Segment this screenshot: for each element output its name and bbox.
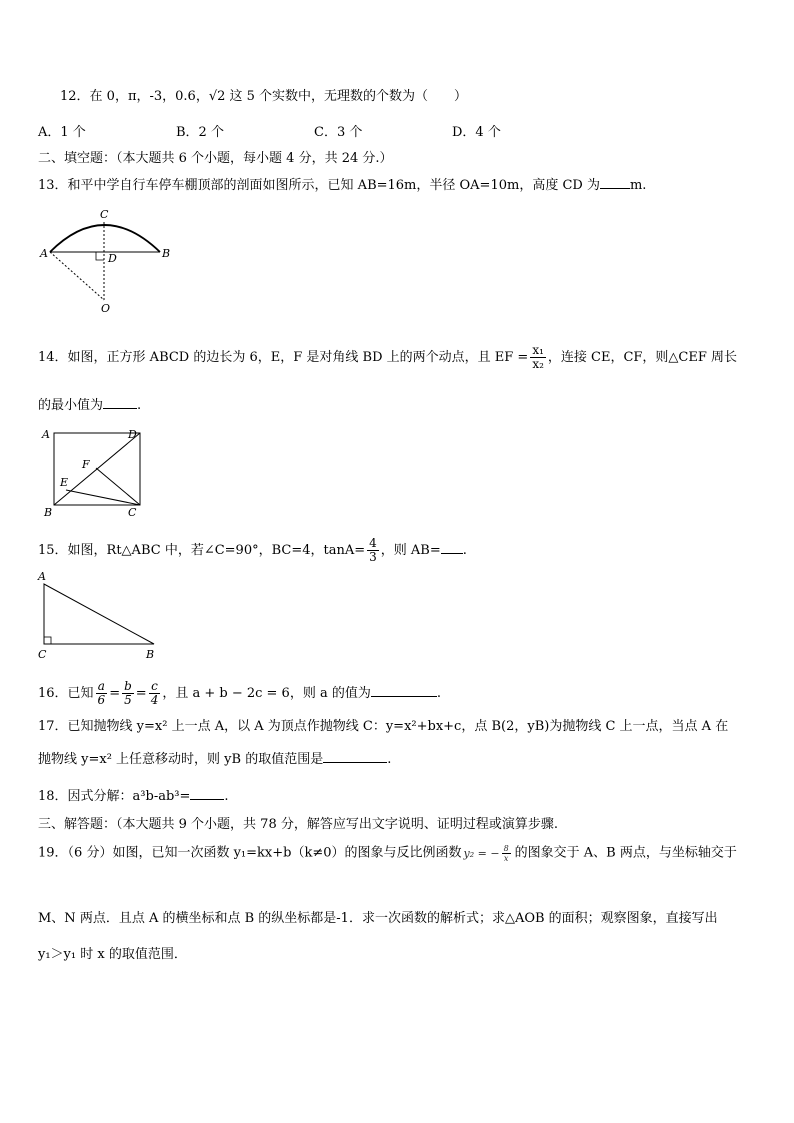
- q17-text: 抛物线 y=x² 上任意移动时，则 yB 的取值范围是: [38, 752, 324, 767]
- q18-answer-blank[interactable]: [190, 787, 224, 800]
- label-b: B: [146, 648, 155, 661]
- q14-stem-2: [38, 396, 141, 415]
- q15-text-b: ，则 AB=: [380, 543, 441, 558]
- q16-equals-1: =: [109, 686, 121, 701]
- q13-figure: [36, 206, 176, 316]
- q19-line-2: M、N 两点．且点 A 的横坐标和点 B 的纵坐标都是-1．求一次函数的解析式；求△AOB 的面积；观察图象，直接写出: [38, 911, 718, 926]
- q14-stem: [38, 344, 737, 371]
- q18-text: 18．因式分解：a³b-ab³=: [38, 789, 191, 804]
- q17-end: .: [387, 752, 392, 767]
- label-b: B: [162, 247, 171, 260]
- q14-answer-blank[interactable]: [103, 396, 137, 409]
- right-angle-c: [44, 637, 51, 644]
- q16-frac-c-num: c: [149, 680, 161, 694]
- q16-text-b: ，且 a + b − 2c = 6，则 a 的值为: [162, 686, 371, 701]
- segment-cf: [96, 468, 140, 505]
- q15-stem: [38, 537, 467, 564]
- q15-answer-blank[interactable]: [441, 541, 463, 554]
- q12-stem: 12．在 0，π，-3，0.6，√2 这 5 个实数中，无理数的个数为（ ）: [60, 89, 468, 104]
- segment-ce: [66, 490, 140, 505]
- q14-text-d: .: [137, 398, 142, 413]
- label-e: E: [60, 476, 69, 489]
- q16-frac-a-num: a: [96, 680, 108, 694]
- label-a: A: [40, 247, 48, 260]
- q14-text-b: ，连接 CE，CF，则△CEF 周长: [547, 350, 738, 365]
- q15-frac-den: 3: [369, 550, 377, 564]
- q16-frac-b-den: 5: [124, 693, 132, 707]
- q18-stem: [38, 787, 229, 806]
- arc-ab: [50, 225, 160, 252]
- q12-option-c: C．3 个: [314, 125, 363, 140]
- q16-stem: [38, 680, 441, 707]
- q16-frac-c: [149, 680, 161, 707]
- section-2-heading: 二、填空题：（本大题共 6 个小题，每小题 4 分，共 24 分.）: [38, 151, 393, 166]
- q16-frac-a-den: 6: [97, 693, 106, 707]
- label-f: F: [82, 458, 90, 471]
- q17-line-1: 17．已知抛物线 y=x² 上一点 A，以 A 为顶点作抛物线 C：y=x²+bx+c，点 B(2，yB)为抛物线 C 上一点，当点 A 在: [38, 719, 729, 734]
- q16-frac-b: [122, 680, 134, 707]
- triangle-abc: [44, 584, 154, 644]
- label-c: C: [38, 648, 47, 661]
- q19-formula-lhs: y₂ = −: [463, 846, 500, 860]
- right-angle-d: [96, 252, 104, 260]
- label-d: D: [128, 428, 137, 441]
- q16-frac-a: [96, 680, 108, 707]
- q13-text: 13．和平中学自行车停车棚顶部的剖面如图所示，已知 AB=16m，半径 OA=10m，高度 CD 为: [38, 178, 600, 193]
- q13-answer-blank[interactable]: [600, 176, 630, 189]
- q12-option-a: A．1 个: [38, 125, 86, 140]
- q18-end: .: [224, 789, 229, 804]
- q16-text-c: .: [436, 686, 441, 701]
- q14-text-c: 的最小值为: [38, 398, 104, 413]
- q16-frac-c-den: 4: [150, 693, 159, 707]
- q16-answer-blank[interactable]: [371, 684, 437, 697]
- q19-formula: [463, 844, 513, 863]
- q19-formula-frac: [502, 844, 511, 863]
- q17-answer-blank[interactable]: [323, 750, 387, 763]
- q19-line-1: [38, 844, 737, 863]
- label-c: C: [128, 506, 137, 518]
- section-3-heading: 三、解答题：（本大题共 9 个小题，共 78 分，解答应写出文字说明、证明过程或演算步骤.: [38, 817, 558, 832]
- label-b: B: [44, 506, 53, 518]
- q14-fraction: [530, 344, 546, 371]
- q19-text-b: 的图象交于 A、B 两点，与坐标轴交于: [514, 845, 737, 861]
- q14-figure: [38, 424, 148, 518]
- q19-text-a: 19．（6 分）如图，已知一次函数 y₁=kx+b（k≠0）的图象与反比例函数: [38, 845, 462, 861]
- q19-frac-num: 8: [503, 844, 509, 853]
- q13-unit: m.: [629, 178, 647, 193]
- label-a: A: [42, 428, 50, 441]
- q19-frac-den: x: [503, 854, 509, 863]
- q14-frac-num: x₁: [532, 343, 544, 357]
- label-a: A: [38, 570, 46, 583]
- q14-text-a: 14．如图，正方形 ABCD 的边长为 6，E，F 是对角线 BD 上的两个动点，且 EF =: [38, 350, 529, 365]
- q19-line-3: y₁＞y₁ 时 x 的取值范围．: [38, 947, 187, 962]
- q15-frac-num: 4: [369, 536, 377, 550]
- q13-stem: [38, 176, 646, 195]
- q16-frac-b-num: b: [124, 679, 132, 693]
- q12-option-d: D．4 个: [452, 125, 501, 140]
- label-c: C: [100, 208, 109, 221]
- q15-text-a: 15．如图，Rt△ABC 中，若∠C=90°，BC=4，tanA=: [38, 543, 366, 558]
- q12-option-b: B．2 个: [176, 125, 224, 140]
- q15-text-c: .: [462, 543, 467, 558]
- q15-figure: [36, 568, 166, 662]
- q17-line-2: [38, 750, 391, 769]
- q15-fraction: [367, 537, 379, 564]
- label-o: O: [101, 302, 111, 315]
- q16-prefix: 16．已知: [38, 686, 94, 701]
- q16-equals-2: =: [135, 686, 147, 701]
- label-d: D: [108, 252, 117, 265]
- q14-frac-den: x₂: [532, 357, 544, 371]
